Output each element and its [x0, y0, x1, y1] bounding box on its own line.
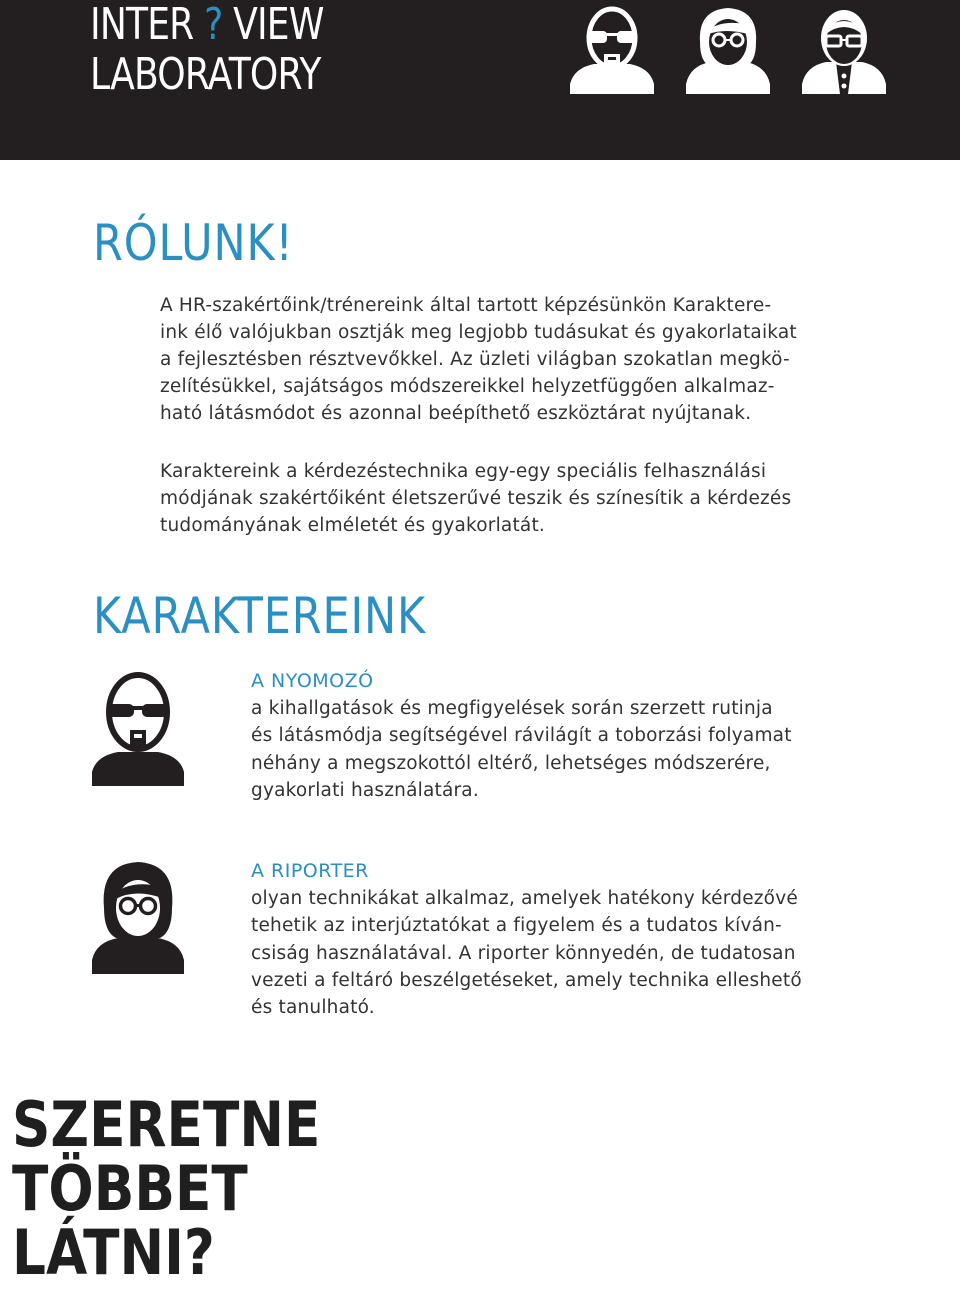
detective-avatar-icon: [566, 4, 658, 94]
logo-question-mark: ?: [204, 0, 223, 50]
header-bar: [0, 0, 960, 160]
about-paragraph-1: A HR-szakértőink/trénereink által tartott képzésünkön Karaktere- ink élő valójukban osztják meg legjobb tudásukat és gyakorlataikat a fejlesztésben résztvevőkkel. Az üzleti világban szokatlan megkö- zelítésükkel, sajátságos módszereikkel helyzetfüggően alkalmaz- ható látásmódot és azonnal beépíthető eszköztárat nyújtanak.: [160, 295, 797, 424]
character-name: A NYOMOZÓ: [251, 670, 374, 692]
about-title: RÓLUNK!: [93, 214, 294, 272]
reporter-avatar-icon: [682, 4, 774, 94]
characters-title: KARAKTEREINK: [93, 587, 427, 645]
priest-avatar-icon: [798, 4, 890, 94]
header-character-icons: [566, 4, 886, 94]
character-detective: [251, 668, 891, 804]
character-name: A RIPORTER: [251, 860, 369, 882]
character-reporter: [251, 858, 891, 1021]
logo-line-2: LABORATORY: [90, 49, 321, 100]
reporter-icon: [88, 856, 188, 976]
character-description: olyan technikákat alkalmaz, amelyek hatékony kérdezővé tehetik az interjúztatókat a figyelem és a tudatos kíván- csiság használatával. A riporter könnyedén, de tudatosan vezeti a feltáró beszélgetéseket, amely technika elleshető és tanulható.: [251, 888, 802, 1019]
logo-line-1: INTER ? VIEW: [90, 0, 324, 50]
about-paragraph-2: Karaktereink a kérdezéstechnika egy-egy speciális felhasználási módjának szakértőiként életszerűvé teszik és színesítik a kérdezés tudományának elméletét és gyakorlatát.: [160, 461, 792, 536]
logo: [90, 0, 324, 100]
detective-icon: [88, 668, 188, 788]
character-description: a kihallgatások és megfigyelések során szerzett rutinja és látásmódja segítségével rávilágít a toborzási folyamat néhány a megszokottól eltérő, lehetséges módszerére, gyakorlati használatára.: [251, 698, 792, 801]
cta-heading: SZERETNE TÖBBET LÁTNI?: [12, 1088, 321, 1289]
